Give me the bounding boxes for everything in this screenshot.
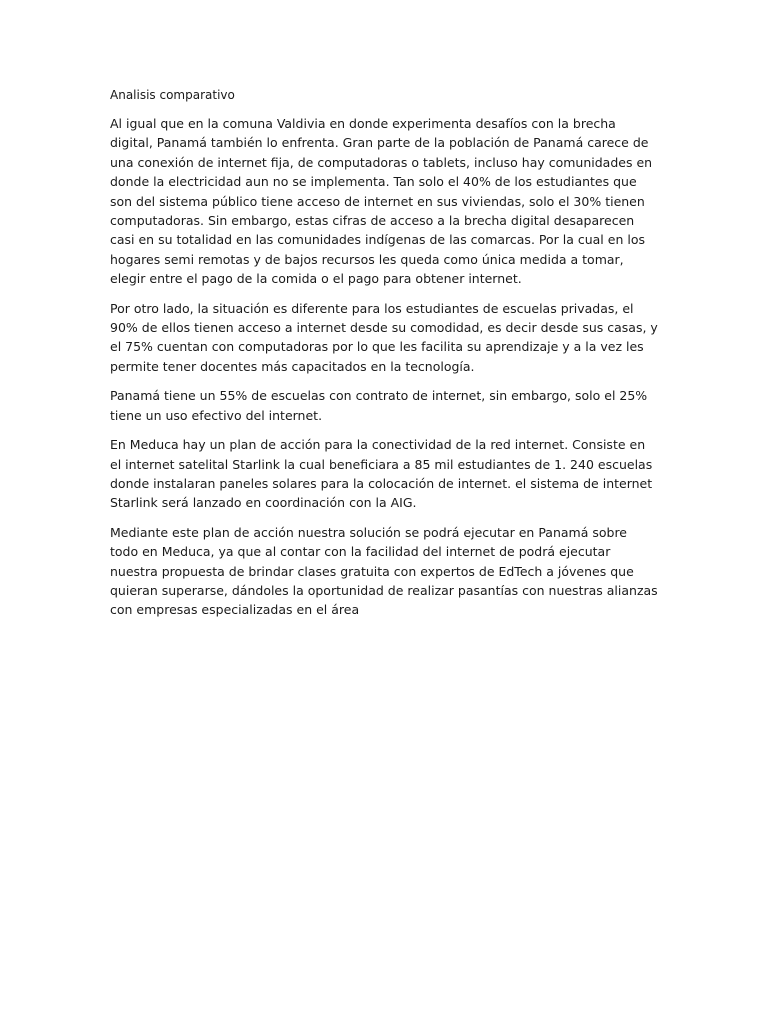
paragraph-solucion: Mediante este plan de acción nuestra solución se podrá ejecutar en Panamá sobre todo en Meduca, ya que al contar con la facilidad del internet de podrá ejecutar nuestra propuesta de brindar clases gratuita con expertos de EdTech a jóvenes que quieran superarse, dándoles la oportunidad de realizar pasantías con nuestras alianzas con empresas especializadas en el área — [110, 524, 658, 618]
paragraph-contrato-internet: Panamá tiene un 55% de escuelas con contrato de internet, sin embargo, solo el 25% tiene un uso efectivo del internet. — [110, 388, 648, 423]
document-body — [110, 86, 658, 630]
paragraph-brecha-digital: Al igual que en la comuna Valdivia en donde experimenta desafíos con la brecha digital, Panamá también lo enfrenta. Gran parte de la población de Panamá carece de una conexión de internet fija, de computadoras o tablets, incluso hay comunidades en donde la electricidad aun no se implementa. Tan solo el 40% de los estudiantes que son del sistema público tiene acceso de internet en sus viviendas, solo el 30% tienen computadoras. Sin embargo, estas cifras de acceso a la brecha digital desaparecen casi en su totalidad en las comunidades indígenas de las comarcas. Por la cual en los hogares semi remotas y de bajos recursos les queda como única medida a tomar, elegir entre el pago de la comida o el pago para obtener internet. — [110, 116, 653, 287]
document-heading: Analisis comparativo — [110, 88, 235, 102]
paragraph-escuelas-privadas: Por otro lado, la situación es diferente para los estudiantes de escuelas privadas, el 90% de ellos tienen acceso a internet desde su comodidad, es decir desde sus casas, y el 75% cuentan con computadoras por lo que les facilita su aprendizaje y a la vez les permite tener docentes más capacitados en la tecnología. — [110, 300, 658, 374]
paragraph-meduca-starlink: En Meduca hay un plan de acción para la conectividad de la red internet. Consiste en el internet satelital Starlink la cual beneficiara a 85 mil estudiantes de 1. 240 escuelas donde instalaran paneles solares para la colocación de internet. el sistema de internet Starlink será lanzado en coordinación con la AIG. — [110, 437, 653, 511]
